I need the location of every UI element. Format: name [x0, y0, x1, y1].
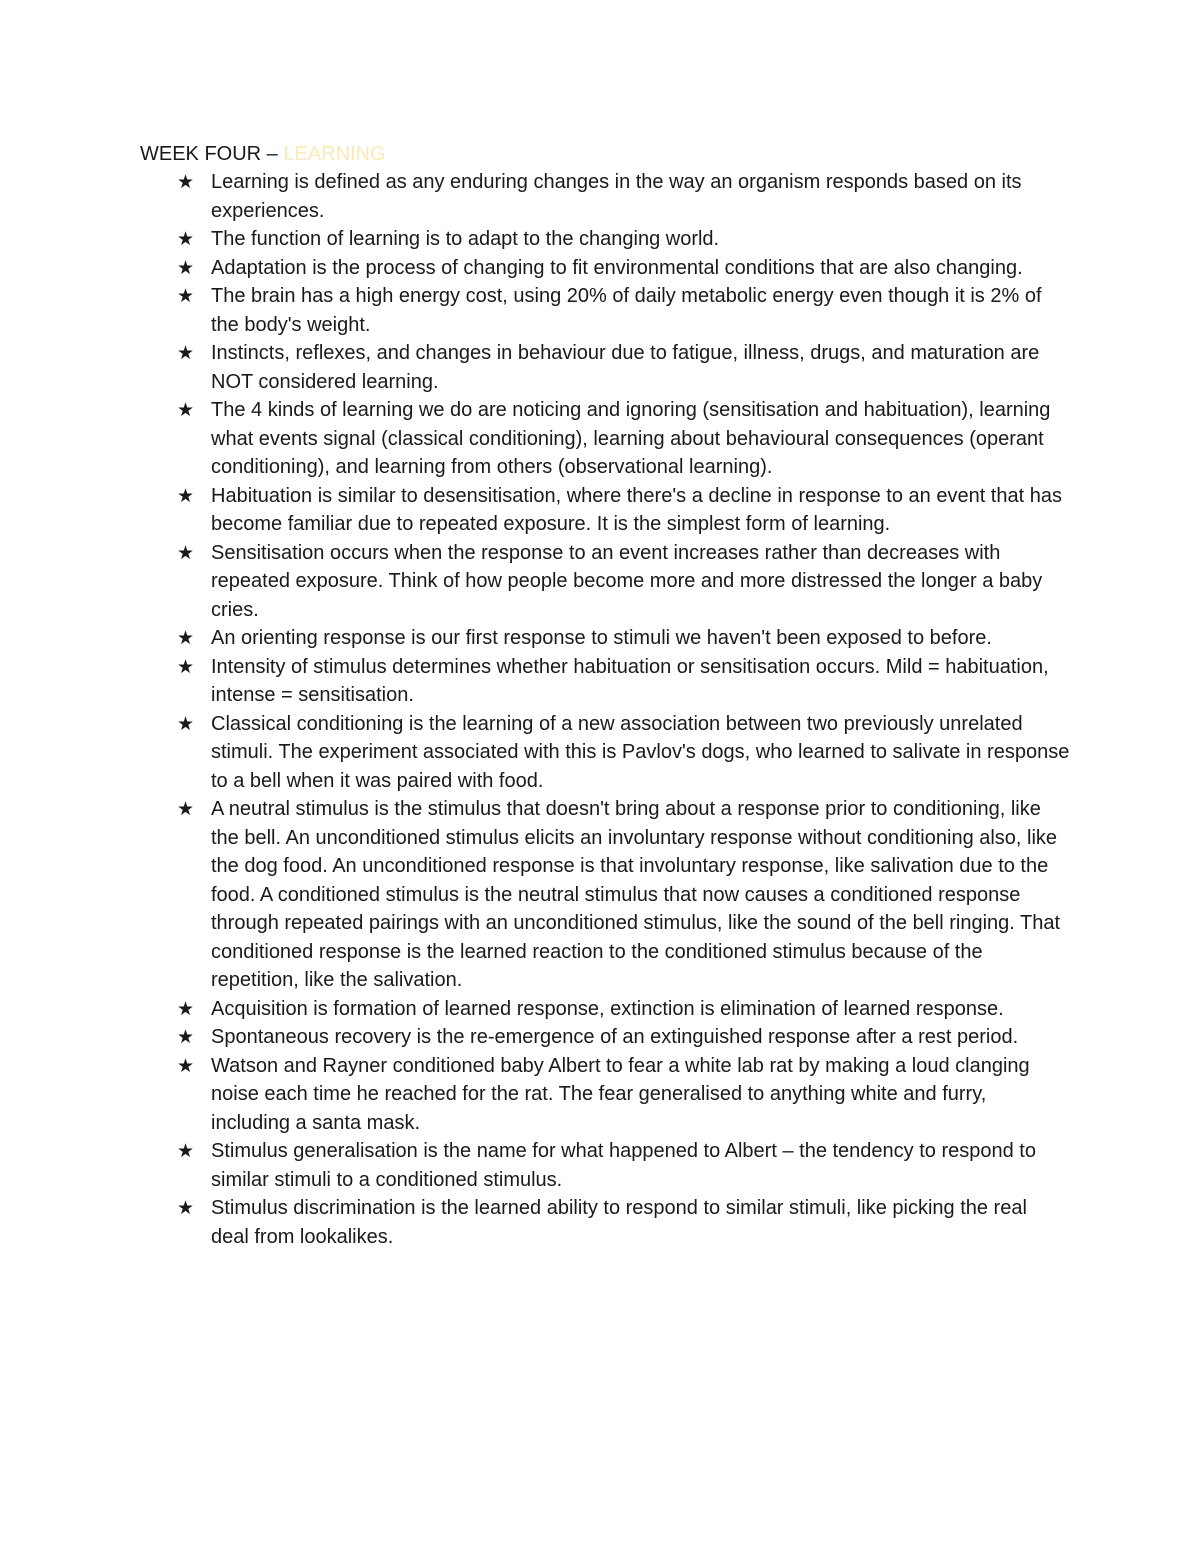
list-item-text: Stimulus discrimination is the learned ability to respond to similar stimuli, like picking the real deal from lookalikes. [211, 1197, 1027, 1248]
list-item [140, 339, 1070, 396]
star-bullet-icon: ★ [177, 285, 195, 307]
list-item-text: The 4 kinds of learning we do are noticing and ignoring (sensitisation and habituation), learning what events signal (classical conditioning), learning about behavioural consequences (operant conditioning), and learning from others (observational learning). [211, 399, 1051, 478]
title-prefix: WEEK FOUR – [140, 143, 284, 165]
list-item-text: Intensity of stimulus determines whether habituation or sensitisation occurs. Mild = habituation, intense = sensitisation. [211, 655, 1049, 706]
list-item [140, 1137, 1070, 1194]
list-item [140, 225, 1070, 254]
star-bullet-icon: ★ [177, 541, 195, 564]
list-item-text: Habituation is similar to desensitisation, where there's a decline in response to an event that has become familiar due to repeated exposure. It is the simplest form of learning. [211, 484, 1062, 535]
list-item [140, 1023, 1070, 1052]
star-bullet-icon: ★ [177, 342, 195, 364]
list-item [140, 710, 1070, 796]
list-item [140, 995, 1070, 1024]
list-item-text: Instincts, reflexes, and changes in behaviour due to fatigue, illness, drugs, and maturation are NOT considered learning. [211, 342, 1040, 393]
star-bullet-icon: ★ [177, 1197, 195, 1219]
notes-content [140, 140, 1070, 1251]
star-bullet-icon: ★ [177, 399, 195, 421]
list-item-text: Watson and Rayner conditioned baby Albert to fear a white lab rat by making a loud clanging noise each time he reached for the rat. The fear generalised to anything white and furry, including a santa mask. [211, 1054, 1030, 1134]
list-item [140, 1194, 1070, 1251]
star-bullet-icon: ★ [177, 997, 195, 1020]
star-bullet-icon: ★ [177, 1140, 195, 1162]
star-bullet-icon: ★ [177, 712, 195, 735]
list-item [140, 282, 1070, 339]
star-bullet-icon: ★ [177, 627, 195, 649]
list-item [140, 624, 1070, 653]
title-accent: LEARNING [283, 143, 386, 165]
list-item-text: A neutral stimulus is the stimulus that doesn't bring about a response prior to conditioning, like the bell. An unconditioned stimulus elicits an involuntary response without conditioning also, like the dog food. An unconditioned response is that involuntary response, like salivation due to the food. A conditioned stimulus is the neutral stimulus that now causes a conditioned response through repeated pairings with an unconditioned stimulus, like the sound of the bell ringing. That conditioned response is the learned reaction to the conditioned stimulus because of the repetition, like the salivation. [211, 798, 1061, 991]
list-item-text: Sensitisation occurs when the response to an event increases rather than decreases with repeated exposure. Think of how people become more and more distressed the longer a baby cries. [211, 541, 1043, 621]
star-bullet-icon: ★ [177, 655, 195, 678]
list-item-text: Stimulus generalisation is the name for what happened to Albert – the tendency to respond to similar stimuli to a conditioned stimulus. [211, 1140, 1036, 1191]
list-item [140, 1052, 1070, 1138]
list-item-text: An orienting response is our first response to stimuli we haven't been exposed to before. [211, 627, 992, 649]
page-title [140, 140, 1070, 168]
list-item [140, 254, 1070, 283]
list-item-text: Learning is defined as any enduring changes in the way an organism responds based on its experiences. [211, 171, 1022, 222]
list-item-text: The function of learning is to adapt to the changing world. [211, 228, 720, 250]
list-item-text: The brain has a high energy cost, using 20% of daily metabolic energy even though it is 2% of the body's weight. [211, 285, 1042, 336]
star-bullet-icon: ★ [177, 484, 195, 507]
notes-list [140, 168, 1070, 1251]
list-item-text: Acquisition is formation of learned response, extinction is elimination of learned response. [211, 997, 1004, 1020]
star-bullet-icon: ★ [177, 256, 195, 279]
list-item [140, 653, 1070, 710]
star-bullet-icon: ★ [177, 1026, 195, 1048]
list-item [140, 168, 1070, 225]
star-bullet-icon: ★ [177, 1054, 195, 1077]
list-item [140, 482, 1070, 539]
list-item [140, 396, 1070, 482]
star-bullet-icon: ★ [177, 171, 195, 193]
list-item-text: Spontaneous recovery is the re-emergence of an extinguished response after a rest period. [211, 1026, 1019, 1048]
list-item [140, 539, 1070, 625]
star-bullet-icon: ★ [177, 798, 195, 820]
star-bullet-icon: ★ [177, 228, 195, 250]
list-item-text: Adaptation is the process of changing to fit environmental conditions that are also changing. [211, 256, 1023, 279]
list-item-text: Classical conditioning is the learning of a new association between two previously unrelated stimuli. The experiment associated with this is Pavlov's dogs, who learned to salivate in response to a bell when it was paired with food. [211, 712, 1070, 792]
list-item [140, 795, 1070, 995]
